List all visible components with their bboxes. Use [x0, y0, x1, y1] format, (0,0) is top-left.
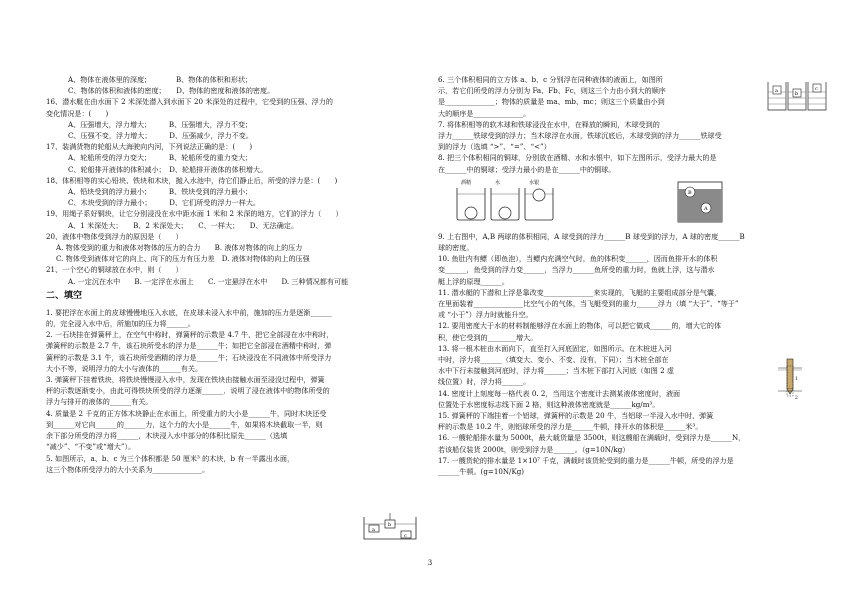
fill-question-line: 弹簧秤的示数是 2.7 牛，该石块所受水的浮力是______牛；如把它全部浸在酒精中称时，弹 — [46, 341, 332, 351]
fill-question-line: 示，若它们所受的浮力分别为 Fa、Fb、Fc，则这三个力由小到大的顺序 — [438, 86, 666, 96]
fill-question-line: 球的密度。 — [438, 243, 474, 253]
choice-question-line: A、1 米深处大； B、2 米深处大； C、一样大； D、无法确定。 — [68, 220, 299, 230]
fig9-label-b: B — [688, 190, 692, 196]
choice-question-line: A、铅块受到的浮力最小； B、铁块受到的浮力最小； — [68, 187, 253, 197]
fill-question-line: 15. 弹簧秤的下端挂着一个铝球，弹簧秤的示数是 20 牛，当铝球一半浸入水中时，弹簧 — [438, 411, 714, 421]
fill-question-line: 是______________；物体的质量是 ma、mb、mc；则这三个质量由小到 — [438, 97, 665, 107]
fill-question-line: 变______，鱼受到的浮力变______，当浮力______鱼所受的重力时，鱼就上浮，这与潜水 — [438, 265, 715, 275]
fill-question-line: 若该船仅装货 2000t，则受到浮力是______。（g=10N/kg） — [438, 444, 630, 454]
fill-question-line: 大小不等，说明浮力的大小与液体的______有关。 — [46, 363, 203, 373]
fill-question-line: 12. 要用密度大于水的材料制能够浮在水面上的物体，可以把它做成______的，增大它的体 — [438, 321, 722, 331]
fill-question-line: 到______对它向______的______力，这个力的大小是______牛，如果将木块截取一半，则 — [46, 419, 323, 429]
fill-question-line: 8. 把三个体积相同的铜球，分别放在酒精、水和水银中，如下左图所示，受浮力最大的是 — [438, 153, 717, 163]
choice-question-line: 20、液体中物体受到浮力的原因是（ ） — [46, 231, 183, 241]
fill-question-line: 9. 上右图中，A,B 两球的体积相同，A 球受到的浮力______B 球受到的浮力，A 球的密度______B — [438, 231, 745, 241]
figure-q8-three-liquids — [455, 178, 557, 222]
fill-question-line: 大的顺序是______________。 — [438, 108, 531, 118]
fill-question-line: 17. 一艘货轮的排水量是 1×10⁷ 千克，满载时该货轮受到的重力是______牛顿，所受的浮力是 — [438, 455, 734, 465]
fill-question-line: 中时，浮力将______（填变大、变小、不变、没有，下同）；当木桩全部在 — [438, 355, 669, 365]
fig8-label-mercury: 水银 — [529, 180, 540, 186]
choice-question-line: 18、体积相等的实心铅块、铁块和木块，抛入水池中，待它们静止后，所受的浮力是：( ) — [46, 175, 338, 185]
fill-question-line: 到的浮力（选填 “>”、“=”、“<”） — [438, 142, 551, 152]
figure-q5-beaker — [360, 511, 420, 541]
fill-question-line: 7. 将体积相等的软木球和铁球浸没在水中，在释放的瞬间，木球受到的 — [438, 119, 660, 129]
choice-question-line: A. 物体受到的重力和液体对物体的压力的合力 B. 液体对物体的向上的压力 — [56, 243, 303, 253]
choice-question-line: 19、用绳子系好铜块，让它分别浸没在水中距水面 1 米和 2 米深的地方，它们的浮力（ ） — [46, 209, 343, 219]
choice-question-line: C、轮船排开液体的体积减小； D、轮船排开液体的体积增大。 — [68, 164, 268, 174]
fill-question-line: 3. 弹簧秤下挂着铁块，将铁块慢慢浸入水中，发现在铁块由接触水面至浸没过程中，弹簧 — [46, 375, 325, 385]
fill-question-line: 浮力与排开的液体的______有关。 — [46, 397, 153, 407]
fill-question-line: 这三个物体所受浮力的大小关系为______________。 — [46, 464, 210, 474]
fig6-label-b: b — [795, 91, 799, 97]
fig9-label-a: A — [704, 206, 708, 212]
fill-question-line: 14. 密度计上刻度每一格代表 0. 2，当用这个密度计去测某液体密度时，液面 — [438, 388, 681, 398]
choice-question-line: C、物体的体积和液体的密度； D、物体的密度和液体的密度。 — [68, 86, 275, 96]
fill-question-line: 线位置）时，浮力将______。 — [438, 377, 531, 387]
choice-question-line: C、木块受到的浮力最小； D、它们所受的浮力一样大。 — [68, 198, 261, 208]
fig6-label-c: c — [815, 86, 818, 92]
right-column — [438, 74, 818, 477]
choice-question-line: 变化情况是：( ) — [46, 108, 109, 118]
fig9-water — [678, 189, 722, 222]
fill-question-line: 的，完全浸入水中后，所施加的压力将______。 — [46, 319, 195, 329]
choice-question-line: C、压强不变，浮力增大； D、压强减少，浮力不变。 — [68, 131, 253, 141]
left-column — [46, 74, 426, 475]
page-number: 3 — [427, 559, 433, 567]
fig8-label-water: 水 — [495, 180, 501, 186]
section-title-fill-in: 二、填空 — [46, 290, 83, 301]
fill-question-line: 秤的示数逐渐变小，由此可得铁块所受的浮力逐渐______．说明了浸在液体中的物体所受的 — [46, 386, 330, 396]
figure-q9-balls — [676, 180, 724, 224]
fill-question-line: 5. 如图所示，a、b、c 为三个体积都是 50 厘米³ 的木块，b 有一半露出水面， — [46, 453, 295, 463]
fill-question-line: 在里面装着______________比空气小的气体，当飞艇受到的重力______浮力（填 “大于”、“等于” — [438, 299, 739, 309]
figure-q13-pile — [778, 358, 802, 402]
fig6-label-a: a — [775, 88, 778, 94]
fill-question-line: 秤的示数是 10.2 牛，则铝球所受的浮力是______牛顿，排开水的体积是______米³。 — [438, 422, 703, 432]
fill-question-line: 10. 鱼肚内有鳔（即鱼泡），当鳔内充满空气时，鱼的体积变______，因而鱼排开水的体积 — [438, 254, 718, 264]
fig13-label-1: 1 — [795, 377, 798, 382]
choice-question-line: A、轮船所受的浮力变大； B、轮船所受的重力变大； — [68, 153, 253, 163]
fill-question-line: ______牛顿。(g=10N/Kg) — [438, 467, 525, 477]
choice-question-line: 17、装满货物的轮船从大海驶向内河，下列说法正确的是：( ) — [46, 142, 253, 152]
fill-question-line: 余下部分所受的浮力将______，木块浸入水中部分的体积比原先______（选填 — [46, 431, 288, 441]
fill-question-line: 水中下行未接触到河底时，浮力将______；当木桩下部打入河底（如图 2 虚 — [438, 366, 675, 376]
fig5-label-c: c — [404, 533, 407, 539]
choice-question-line: C. 物体受到液体对它的向上、向下的压力有压力差 D. 液体对物体的向上的压强 — [56, 254, 310, 264]
fig5-label-a: a — [372, 527, 375, 533]
fill-question-line: 积，使它受到的________增大。 — [438, 332, 538, 342]
fig8-label-alcohol: 酒精 — [461, 180, 472, 186]
fill-question-line: 4. 质量是 2 千克的正方体木块静止在水面上，所受重力的大小是______牛，同时木块还受 — [46, 408, 327, 418]
fill-question-line: 簧秤的示数是 3.1 牛，该石块所受酒精的浮力是______牛；石块浸没在不同液体中所受浮力 — [46, 352, 332, 362]
fill-question-line: 1. 要把浮在水面上的皮球慢慢地压入水底，在皮球未浸入水中前，施加的压力是逐渐______ — [46, 307, 332, 317]
fill-question-line: 2. 一石块挂在弹簧秤上，在空气中称时，弹簧秤的示数是 4.7 牛，把它全部浸在水中称时， — [46, 330, 334, 340]
choice-question-line: A. 一定沉在水中 B. 一定浮在水面上 C. 一定悬浮在水中 D. 三种情况都有可能 — [68, 276, 349, 286]
fill-question-line: 6. 三个体积相同的立方体 a、b、c 分别浮在同种液体的液面上，如图所 — [438, 75, 663, 84]
choice-question-line: 16、潜水艇在由水面下 2 米深处潜入到水面下 20 米深处的过程中，它受到的压强、浮力的 — [46, 97, 333, 107]
fill-question-line: 16. 一艘轮船排水量为 5000t，最大载货量是 3500t，则这艘船在满载时，受到浮力是______N， — [438, 433, 746, 443]
fill-question-line: “减少”、“不变”或“增大”）。 — [46, 442, 136, 452]
fill-question-line: 11. 潜水艇的下潜和上浮是靠改变______________来实现的，飞艇的主要组成部分是气囊， — [438, 287, 722, 297]
fig13-label-2: 2 — [795, 396, 798, 401]
fill-question-line: 艇上浮的原理______。 — [438, 276, 509, 286]
fill-question-line: 13. 将一根木桩由水面向下，直至打入河底固定，如图所示。在木桩进入河 — [438, 343, 672, 353]
fill-question-line: 在______中的铜球；受浮力最小的是在______中的铜球。 — [438, 164, 616, 174]
figure-q6-containers — [766, 76, 828, 114]
fig5-label-b: b — [388, 522, 392, 528]
choice-question-line: 21、一个空心的铜球放在水中，则（ ） — [46, 265, 183, 275]
choice-question-line: A、压强增大，浮力增大； B、压强增大，浮力不变； — [68, 119, 253, 129]
choice-question-line: A、物体在液体里的深度； B、物体的体积和形状； — [68, 75, 253, 84]
fill-question-line: 或 “小于”）浮力时就能升空。 — [438, 310, 533, 320]
fill-question-line: 浮力______铁球受到的浮力；当木球浮在水面，铁球沉底后，木球受到的浮力______铁球受 — [438, 131, 722, 141]
fill-question-line: 位置处于水密度标志线下面 2 格，则这种液体密度就是______kg/m³。 — [438, 399, 660, 409]
